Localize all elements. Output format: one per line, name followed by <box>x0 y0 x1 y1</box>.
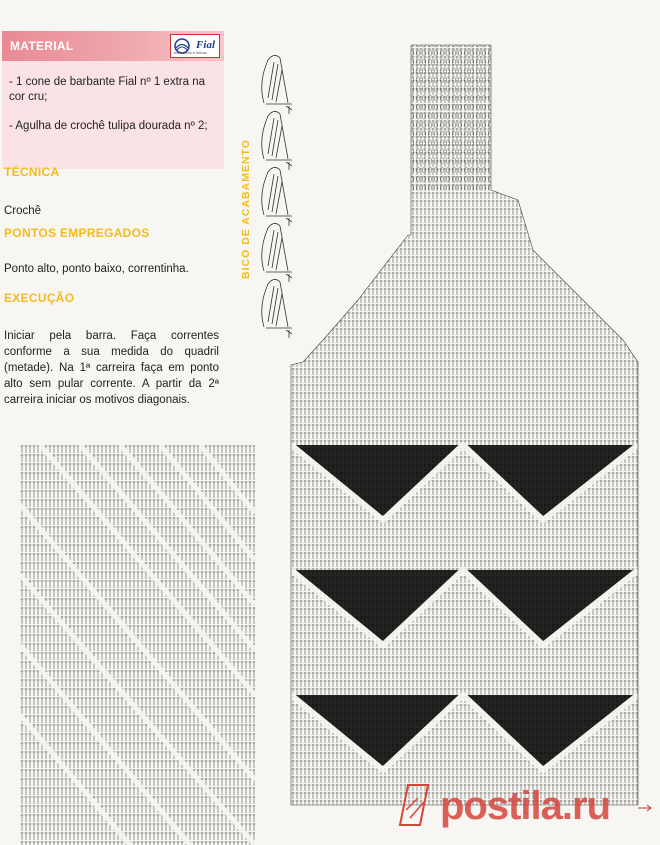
bico-label-text: BICO DE ACABAMENTO <box>240 139 252 279</box>
diagonal-stitch-chart <box>20 445 255 845</box>
material-item-needle: - Agulha de crochê tulipa dourada nº 2; <box>9 120 208 132</box>
watermark-text: postila.ru <box>440 784 611 828</box>
fial-logo <box>170 34 220 58</box>
tecnica-text: Crochê <box>4 205 42 217</box>
skirt-stitch-chart <box>283 40 655 830</box>
material-title: MATERIAL <box>10 39 74 53</box>
material-panel <box>2 61 224 169</box>
material-header <box>2 31 224 61</box>
tecnica-title: TÉCNICA <box>4 165 60 179</box>
fial-logo-text: Fial <box>196 39 215 51</box>
execucao-title: EXECUÇÃO <box>4 291 75 305</box>
pontos-text: Ponto alto, ponto baixo, correntinha. <box>4 263 189 275</box>
watermark-icon <box>390 780 436 830</box>
pontos-title: PONTOS EMPREGADOS <box>4 226 150 240</box>
execucao-text: Iniciar pela barra. Faça correntes conforme a sua medida do quadril (metade). Na 1ª carreira faça em ponto alto sem pular corrente. A partir da 2ª carreira iniciar os motivos diagonais. <box>4 330 219 406</box>
bico-label <box>232 120 252 300</box>
material-item-cone: - 1 cone de barbante Fial nº 1 extra na cor cru; <box>9 76 205 103</box>
fial-logo-subtitle: barbantes e linhas <box>174 50 207 55</box>
